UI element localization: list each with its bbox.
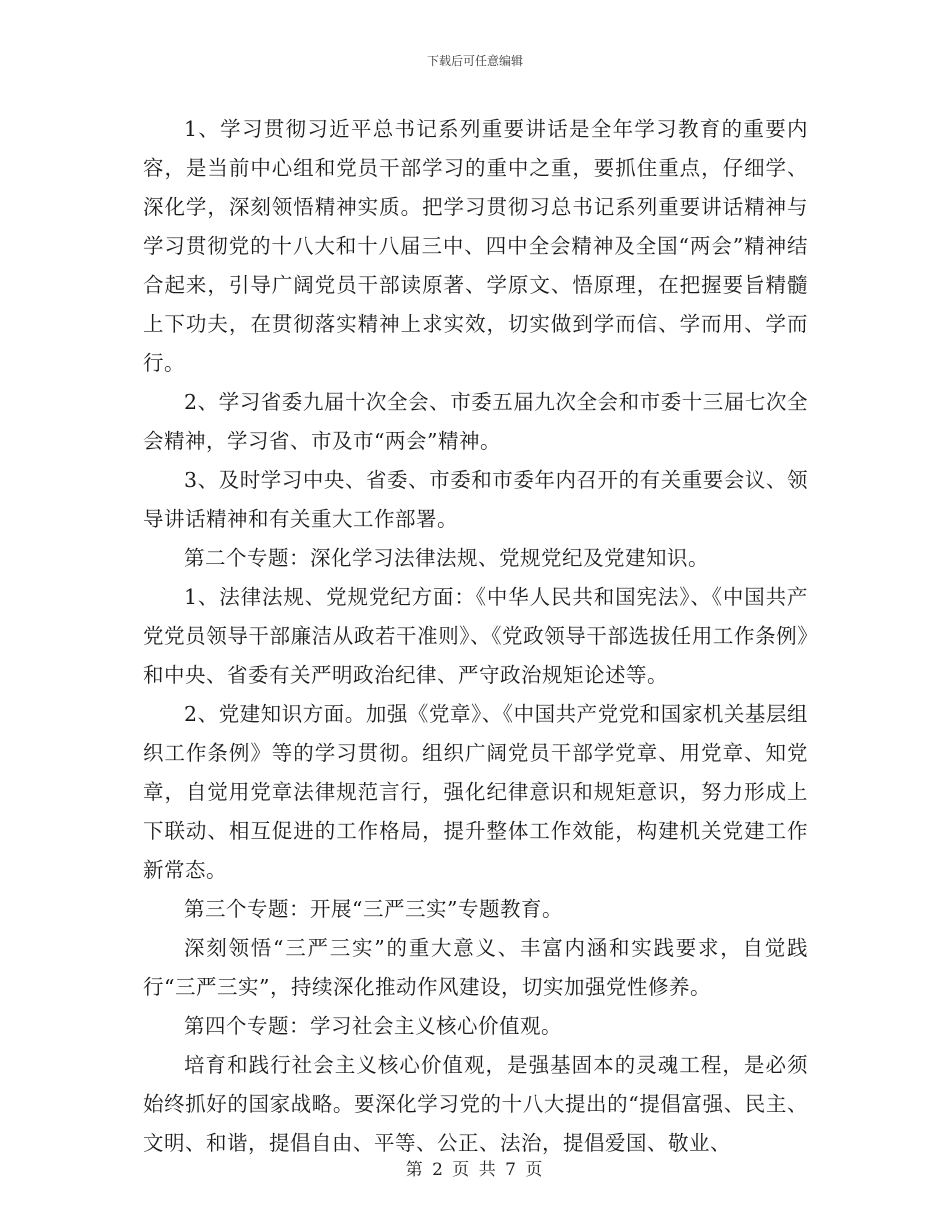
- paragraph-5: 2、党建知识方面。加强《党章》、《中国共产党党和国家机关基层组织工作条例》等的学习贯彻。组织广阔党员干部学党章、用党章、知党章，自觉用党章法律规范言行，强化纪律意识和规矩意识，努力形成上下联动、相互促进的工作格局，提升整体工作效能，构建机关党建工作新常态。: [143, 702, 808, 882]
- paragraph-1: 1、学习贯彻习近平总书记系列重要讲话是全年学习教育的重要内容，是当前中心组和党员干部学习的重中之重，要抓住重点，仔细学、深化学，深刻领悟精神实质。把学习贯彻习总书记系列重要讲话精神与学习贯彻党的十八大和十八届三中、四中全会精神及全国“两会”精神结合起来，引导广阔党员干部读原著、学原文、悟原理，在把握要旨精髓上下功夫，在贯彻落实精神上求实效，切实做到学而信、学而用、学而行。: [143, 117, 808, 375]
- section-heading-4: 第四个专题：学习社会主义核心价值观。: [184, 1014, 562, 1038]
- section-heading-3: 第三个专题：开展“三严三实”专题教育。: [184, 897, 563, 921]
- section-heading-2: 第二个专题：深化学习法律法规、党规党纪及党建知识。: [184, 546, 709, 570]
- document-body: [143, 110, 808, 1163]
- paragraph-4: 1、法律法规、党规党纪方面：《中华人民共和国宪法》、《中国共产党党员领导干部廉洁从政若干准则》、《党政领导干部选拔任用工作条例》和中央、省委有关严明政治纪律、严守政治规矩论述等。: [143, 585, 808, 687]
- paragraph-7: 培育和践行社会主义核心价值观，是强基固本的灵魂工程，是必须始终抓好的国家战略。要深化学习党的十八大提出的“提倡富强、民主、文明、和谐，提倡自由、平等、公正、法治，提倡爱国、敬业、: [143, 1053, 808, 1155]
- paragraph-6: 深刻领悟“三严三实”的重大意义、丰富内涵和实践要求，自觉践行“三严三实”，持续深化推动作风建设，切实加强党性修养。: [143, 936, 808, 999]
- page-number: 第 2 页 共 7 页: [405, 1160, 545, 1180]
- paragraph-3: 3、及时学习中央、省委、市委和市委年内召开的有关重要会议、领导讲话精神和有关重大工作部署。: [143, 468, 808, 531]
- page-header-note: 下载后可任意编辑: [426, 54, 523, 68]
- paragraph-2: 2、学习省委九届十次全会、市委五届九次全会和市委十三届七次全会精神，学习省、市及市“两会”精神。: [143, 390, 808, 453]
